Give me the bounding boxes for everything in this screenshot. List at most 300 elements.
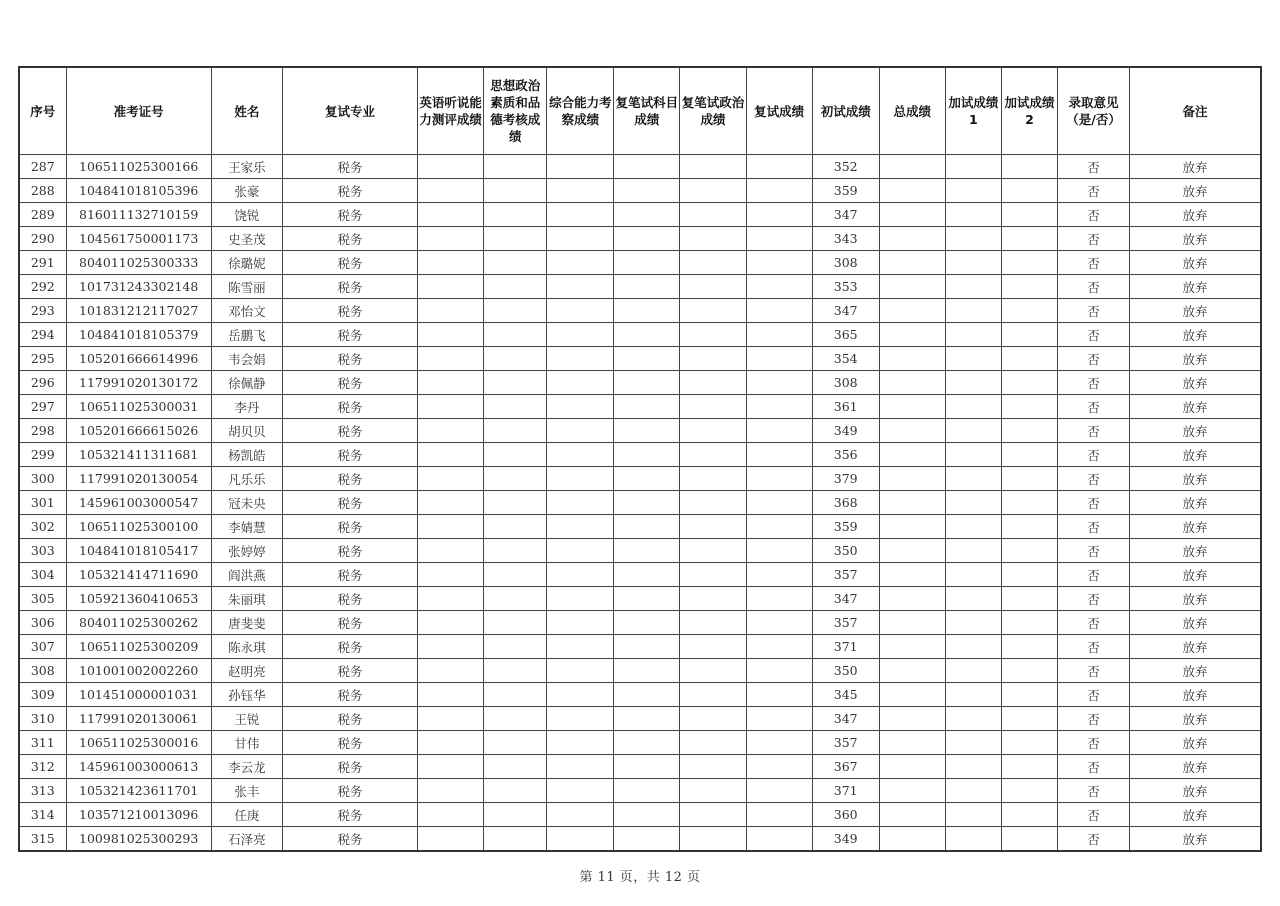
cell-bonus1 <box>945 755 1001 779</box>
table-row <box>19 443 1261 467</box>
cell-political <box>484 251 547 275</box>
cell-admit: 否 <box>1058 443 1130 467</box>
cell-exam-id: 104561750001173 <box>66 227 211 251</box>
cell-comprehensive <box>547 731 614 755</box>
cell-seq: 312 <box>19 755 66 779</box>
cell-politics-written <box>680 779 746 803</box>
cell-retest <box>746 371 812 395</box>
cell-seq: 308 <box>19 659 66 683</box>
cell-remarks: 放弃 <box>1130 683 1261 707</box>
cell-remarks: 放弃 <box>1130 275 1261 299</box>
cell-admit: 否 <box>1058 803 1130 827</box>
header-total: 总成绩 <box>879 67 945 155</box>
cell-initial: 353 <box>812 275 879 299</box>
cell-initial: 368 <box>812 491 879 515</box>
cell-total <box>879 707 945 731</box>
cell-politics-written <box>680 803 746 827</box>
cell-total <box>879 347 945 371</box>
cell-initial: 357 <box>812 731 879 755</box>
cell-bonus1 <box>945 611 1001 635</box>
cell-admit: 否 <box>1058 347 1130 371</box>
table-row <box>19 563 1261 587</box>
cell-exam-id: 104841018105379 <box>66 323 211 347</box>
cell-seq: 290 <box>19 227 66 251</box>
cell-initial: 347 <box>812 707 879 731</box>
cell-english <box>418 299 484 323</box>
cell-remarks: 放弃 <box>1130 419 1261 443</box>
cell-retest <box>746 467 812 491</box>
cell-comprehensive <box>547 275 614 299</box>
cell-seq: 298 <box>19 419 66 443</box>
cell-remarks: 放弃 <box>1130 491 1261 515</box>
cell-bonus2 <box>1001 443 1057 467</box>
cell-remarks: 放弃 <box>1130 779 1261 803</box>
cell-seq: 302 <box>19 515 66 539</box>
cell-bonus2 <box>1001 299 1057 323</box>
cell-admit: 否 <box>1058 323 1130 347</box>
cell-total <box>879 227 945 251</box>
cell-admit: 否 <box>1058 515 1130 539</box>
cell-major: 税务 <box>282 731 417 755</box>
table-row <box>19 467 1261 491</box>
cell-major: 税务 <box>282 419 417 443</box>
cell-seq: 293 <box>19 299 66 323</box>
cell-subject-written <box>614 299 680 323</box>
cell-politics-written <box>680 395 746 419</box>
header-initial: 初试成绩 <box>812 67 879 155</box>
cell-name: 凡乐乐 <box>211 467 282 491</box>
cell-bonus1 <box>945 779 1001 803</box>
cell-comprehensive <box>547 707 614 731</box>
cell-subject-written <box>614 227 680 251</box>
table-row <box>19 611 1261 635</box>
cell-total <box>879 779 945 803</box>
cell-bonus2 <box>1001 179 1057 203</box>
cell-major: 税务 <box>282 491 417 515</box>
cell-bonus2 <box>1001 683 1057 707</box>
cell-initial: 343 <box>812 227 879 251</box>
cell-total <box>879 635 945 659</box>
cell-politics-written <box>680 347 746 371</box>
cell-retest <box>746 275 812 299</box>
cell-major: 税务 <box>282 515 417 539</box>
cell-admit: 否 <box>1058 707 1130 731</box>
cell-admit: 否 <box>1058 179 1130 203</box>
cell-exam-id: 106511025300016 <box>66 731 211 755</box>
cell-english <box>418 227 484 251</box>
score-table <box>18 66 1262 852</box>
cell-name: 李婧慧 <box>211 515 282 539</box>
cell-remarks: 放弃 <box>1130 539 1261 563</box>
cell-admit: 否 <box>1058 539 1130 563</box>
cell-political <box>484 467 547 491</box>
cell-retest <box>746 803 812 827</box>
cell-seq: 295 <box>19 347 66 371</box>
cell-bonus2 <box>1001 755 1057 779</box>
cell-name: 张婷婷 <box>211 539 282 563</box>
cell-seq: 307 <box>19 635 66 659</box>
cell-political <box>484 587 547 611</box>
cell-subject-written <box>614 827 680 852</box>
cell-political <box>484 755 547 779</box>
table-row <box>19 419 1261 443</box>
cell-subject-written <box>614 563 680 587</box>
cell-english <box>418 371 484 395</box>
cell-bonus2 <box>1001 203 1057 227</box>
cell-comprehensive <box>547 803 614 827</box>
cell-seq: 301 <box>19 491 66 515</box>
cell-seq: 300 <box>19 467 66 491</box>
cell-major: 税务 <box>282 707 417 731</box>
cell-admit: 否 <box>1058 491 1130 515</box>
cell-political <box>484 803 547 827</box>
cell-exam-id: 106511025300100 <box>66 515 211 539</box>
cell-retest <box>746 419 812 443</box>
cell-total <box>879 491 945 515</box>
cell-total <box>879 515 945 539</box>
cell-name: 朱丽琪 <box>211 587 282 611</box>
cell-subject-written <box>614 203 680 227</box>
cell-comprehensive <box>547 419 614 443</box>
cell-admit: 否 <box>1058 419 1130 443</box>
cell-admit: 否 <box>1058 275 1130 299</box>
cell-total <box>879 155 945 179</box>
cell-total <box>879 299 945 323</box>
cell-admit: 否 <box>1058 299 1130 323</box>
cell-bonus1 <box>945 443 1001 467</box>
cell-total <box>879 683 945 707</box>
cell-name: 胡贝贝 <box>211 419 282 443</box>
cell-bonus2 <box>1001 731 1057 755</box>
cell-remarks: 放弃 <box>1130 587 1261 611</box>
cell-bonus2 <box>1001 539 1057 563</box>
cell-seq: 314 <box>19 803 66 827</box>
cell-initial: 357 <box>812 563 879 587</box>
cell-bonus2 <box>1001 395 1057 419</box>
cell-english <box>418 515 484 539</box>
cell-politics-written <box>680 635 746 659</box>
cell-comprehensive <box>547 371 614 395</box>
cell-admit: 否 <box>1058 587 1130 611</box>
cell-remarks: 放弃 <box>1130 443 1261 467</box>
cell-initial: 365 <box>812 323 879 347</box>
header-politics-written: 复笔试政治成绩 <box>680 67 746 155</box>
cell-bonus2 <box>1001 779 1057 803</box>
cell-political <box>484 347 547 371</box>
cell-admit: 否 <box>1058 395 1130 419</box>
table-row <box>19 371 1261 395</box>
cell-subject-written <box>614 539 680 563</box>
cell-admit: 否 <box>1058 371 1130 395</box>
cell-seq: 288 <box>19 179 66 203</box>
table-row <box>19 179 1261 203</box>
cell-major: 税务 <box>282 467 417 491</box>
table-row <box>19 587 1261 611</box>
cell-retest <box>746 563 812 587</box>
table-row <box>19 299 1261 323</box>
cell-comprehensive <box>547 683 614 707</box>
cell-bonus2 <box>1001 491 1057 515</box>
cell-political <box>484 419 547 443</box>
cell-major: 税务 <box>282 779 417 803</box>
cell-retest <box>746 203 812 227</box>
cell-seq: 305 <box>19 587 66 611</box>
cell-english <box>418 539 484 563</box>
cell-political <box>484 443 547 467</box>
cell-politics-written <box>680 755 746 779</box>
cell-political <box>484 779 547 803</box>
cell-exam-id: 103571210013096 <box>66 803 211 827</box>
page-number: 第 11 页，共 12 页 <box>579 870 701 885</box>
cell-bonus2 <box>1001 323 1057 347</box>
cell-remarks: 放弃 <box>1130 755 1261 779</box>
cell-name: 饶锐 <box>211 203 282 227</box>
cell-major: 税务 <box>282 635 417 659</box>
cell-initial: 371 <box>812 635 879 659</box>
cell-initial: 357 <box>812 611 879 635</box>
cell-initial: 371 <box>812 779 879 803</box>
cell-political <box>484 155 547 179</box>
cell-seq: 294 <box>19 323 66 347</box>
cell-seq: 287 <box>19 155 66 179</box>
cell-remarks: 放弃 <box>1130 803 1261 827</box>
cell-retest <box>746 659 812 683</box>
cell-comprehensive <box>547 779 614 803</box>
cell-exam-id: 145961003000547 <box>66 491 211 515</box>
cell-bonus1 <box>945 635 1001 659</box>
cell-retest <box>746 683 812 707</box>
cell-subject-written <box>614 587 680 611</box>
cell-initial: 354 <box>812 347 879 371</box>
cell-english <box>418 323 484 347</box>
cell-bonus1 <box>945 659 1001 683</box>
header-exam-id: 准考证号 <box>66 67 211 155</box>
cell-major: 税务 <box>282 179 417 203</box>
cell-admit: 否 <box>1058 155 1130 179</box>
cell-politics-written <box>680 275 746 299</box>
cell-political <box>484 683 547 707</box>
cell-bonus1 <box>945 563 1001 587</box>
cell-exam-id: 117991020130061 <box>66 707 211 731</box>
cell-seq: 313 <box>19 779 66 803</box>
cell-bonus2 <box>1001 347 1057 371</box>
cell-politics-written <box>680 203 746 227</box>
cell-english <box>418 731 484 755</box>
cell-subject-written <box>614 395 680 419</box>
cell-subject-written <box>614 755 680 779</box>
cell-major: 税务 <box>282 227 417 251</box>
header-comprehensive: 综合能力考察成绩 <box>547 67 614 155</box>
cell-english <box>418 827 484 852</box>
cell-remarks: 放弃 <box>1130 227 1261 251</box>
cell-bonus1 <box>945 179 1001 203</box>
cell-politics-written <box>680 611 746 635</box>
cell-bonus2 <box>1001 251 1057 275</box>
cell-total <box>879 587 945 611</box>
cell-seq: 315 <box>19 827 66 852</box>
cell-remarks: 放弃 <box>1130 635 1261 659</box>
cell-remarks: 放弃 <box>1130 323 1261 347</box>
cell-name: 韦会娟 <box>211 347 282 371</box>
cell-bonus1 <box>945 275 1001 299</box>
cell-comprehensive <box>547 563 614 587</box>
cell-name: 李云龙 <box>211 755 282 779</box>
cell-bonus1 <box>945 347 1001 371</box>
cell-major: 税务 <box>282 347 417 371</box>
cell-retest <box>746 779 812 803</box>
cell-english <box>418 419 484 443</box>
cell-political <box>484 395 547 419</box>
cell-exam-id: 105321423611701 <box>66 779 211 803</box>
cell-political <box>484 731 547 755</box>
cell-initial: 360 <box>812 803 879 827</box>
cell-exam-id: 117991020130172 <box>66 371 211 395</box>
table-header-row <box>19 67 1261 155</box>
cell-comprehensive <box>547 251 614 275</box>
cell-total <box>879 659 945 683</box>
cell-seq: 289 <box>19 203 66 227</box>
cell-remarks: 放弃 <box>1130 155 1261 179</box>
cell-retest <box>746 227 812 251</box>
cell-major: 税务 <box>282 539 417 563</box>
cell-admit: 否 <box>1058 755 1130 779</box>
cell-remarks: 放弃 <box>1130 371 1261 395</box>
cell-exam-id: 105201666614996 <box>66 347 211 371</box>
cell-initial: 379 <box>812 467 879 491</box>
cell-exam-id: 804011025300333 <box>66 251 211 275</box>
table-row <box>19 323 1261 347</box>
cell-politics-written <box>680 443 746 467</box>
cell-name: 徐璐妮 <box>211 251 282 275</box>
cell-bonus1 <box>945 395 1001 419</box>
cell-major: 税务 <box>282 755 417 779</box>
cell-initial: 349 <box>812 827 879 852</box>
cell-comprehensive <box>547 515 614 539</box>
cell-name: 李丹 <box>211 395 282 419</box>
cell-comprehensive <box>547 755 614 779</box>
cell-political <box>484 539 547 563</box>
cell-bonus2 <box>1001 371 1057 395</box>
cell-comprehensive <box>547 467 614 491</box>
cell-political <box>484 203 547 227</box>
cell-politics-written <box>680 491 746 515</box>
table-body <box>19 155 1261 852</box>
cell-bonus1 <box>945 323 1001 347</box>
cell-major: 税务 <box>282 683 417 707</box>
cell-bonus2 <box>1001 467 1057 491</box>
table-row <box>19 251 1261 275</box>
cell-political <box>484 659 547 683</box>
cell-bonus1 <box>945 155 1001 179</box>
cell-retest <box>746 179 812 203</box>
cell-seq: 304 <box>19 563 66 587</box>
cell-name: 张丰 <box>211 779 282 803</box>
cell-politics-written <box>680 419 746 443</box>
cell-remarks: 放弃 <box>1130 347 1261 371</box>
cell-politics-written <box>680 707 746 731</box>
header-admit: 录取意见（是/否） <box>1058 67 1130 155</box>
cell-remarks: 放弃 <box>1130 731 1261 755</box>
table-row <box>19 539 1261 563</box>
cell-initial: 361 <box>812 395 879 419</box>
cell-total <box>879 731 945 755</box>
header-remarks: 备注 <box>1130 67 1261 155</box>
cell-exam-id: 104841018105417 <box>66 539 211 563</box>
cell-politics-written <box>680 323 746 347</box>
cell-admit: 否 <box>1058 227 1130 251</box>
cell-remarks: 放弃 <box>1130 251 1261 275</box>
cell-political <box>484 299 547 323</box>
cell-total <box>879 539 945 563</box>
cell-comprehensive <box>547 155 614 179</box>
cell-admit: 否 <box>1058 467 1130 491</box>
cell-english <box>418 155 484 179</box>
cell-seq: 311 <box>19 731 66 755</box>
cell-exam-id: 105321414711690 <box>66 563 211 587</box>
cell-name: 陈雪丽 <box>211 275 282 299</box>
cell-english <box>418 179 484 203</box>
cell-english <box>418 203 484 227</box>
cell-exam-id: 101001002002260 <box>66 659 211 683</box>
cell-total <box>879 395 945 419</box>
cell-admit: 否 <box>1058 827 1130 852</box>
cell-english <box>418 803 484 827</box>
cell-bonus2 <box>1001 563 1057 587</box>
cell-subject-written <box>614 443 680 467</box>
cell-seq: 306 <box>19 611 66 635</box>
cell-name: 冠未央 <box>211 491 282 515</box>
cell-major: 税务 <box>282 299 417 323</box>
header-subject-written: 复笔试科目成绩 <box>614 67 680 155</box>
cell-comprehensive <box>547 827 614 852</box>
cell-politics-written <box>680 563 746 587</box>
cell-initial: 308 <box>812 371 879 395</box>
cell-subject-written <box>614 635 680 659</box>
cell-seq: 296 <box>19 371 66 395</box>
cell-initial: 367 <box>812 755 879 779</box>
cell-initial: 352 <box>812 155 879 179</box>
cell-subject-written <box>614 371 680 395</box>
cell-retest <box>746 635 812 659</box>
cell-major: 税务 <box>282 251 417 275</box>
cell-subject-written <box>614 179 680 203</box>
cell-bonus2 <box>1001 611 1057 635</box>
cell-name: 史圣茂 <box>211 227 282 251</box>
cell-exam-id: 101451000001031 <box>66 683 211 707</box>
cell-major: 税务 <box>282 443 417 467</box>
cell-name: 阎洪燕 <box>211 563 282 587</box>
cell-total <box>879 467 945 491</box>
table-row <box>19 227 1261 251</box>
cell-comprehensive <box>547 347 614 371</box>
cell-retest <box>746 539 812 563</box>
table-row <box>19 683 1261 707</box>
cell-english <box>418 275 484 299</box>
cell-political <box>484 827 547 852</box>
cell-exam-id: 100981025300293 <box>66 827 211 852</box>
cell-subject-written <box>614 251 680 275</box>
cell-total <box>879 371 945 395</box>
cell-retest <box>746 299 812 323</box>
cell-bonus1 <box>945 587 1001 611</box>
cell-major: 税务 <box>282 587 417 611</box>
cell-subject-written <box>614 731 680 755</box>
cell-total <box>879 611 945 635</box>
cell-remarks: 放弃 <box>1130 707 1261 731</box>
table-row <box>19 395 1261 419</box>
cell-major: 税务 <box>282 803 417 827</box>
cell-comprehensive <box>547 395 614 419</box>
